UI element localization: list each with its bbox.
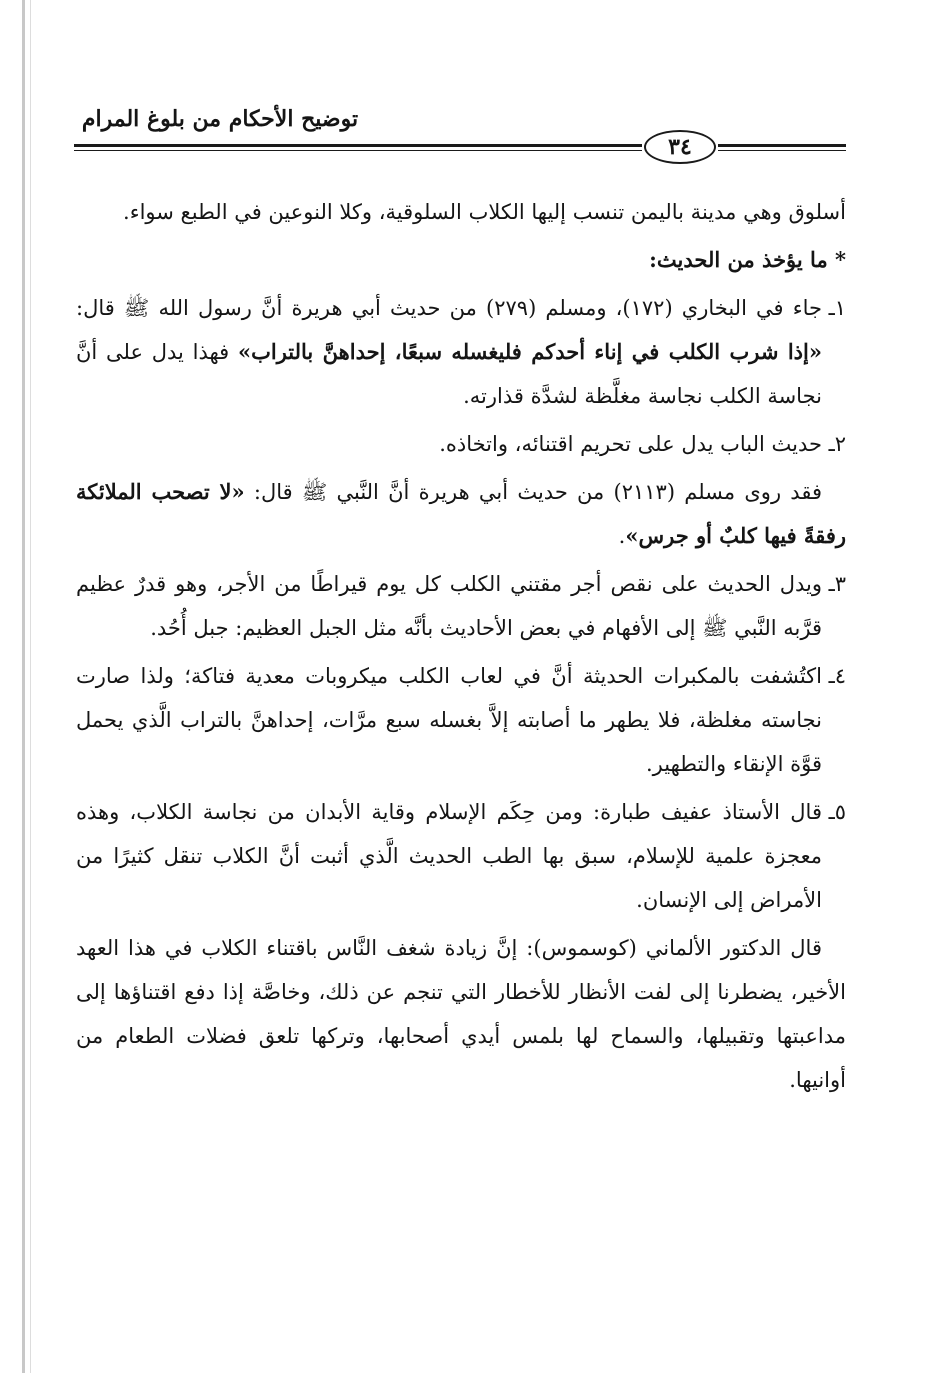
item-text-continued: فهذا يدل على أنَّ نجاسة الكلب نجاسة مغلَّظة لشدَّة قذارته. (76, 340, 822, 408)
header-rule-left (74, 144, 642, 151)
item-number: ٥ـ (828, 800, 846, 824)
paragraph-text: فقد روى مسلم (٢١١٣) من حديث أبي هريرة أنَّ النَّبي ﷺ قال: (244, 480, 822, 504)
scan-edge-shadow (22, 0, 25, 1373)
muslim-hadith-paragraph (76, 470, 846, 558)
section-heading: * ما يؤخذ من الحديث: (649, 247, 846, 272)
item-number: ٣ـ (828, 572, 846, 596)
item-text: ويدل الحديث على نقص أجر مقتني الكلب كل يوم قيراطًا من الأجر، وهو قدرٌ عظيم قرَّبه النَّبي ﷺ إلى الأفهام في بعض الأحاديث بأنَّه مثل الجبل العظيم: جبل أُحُد. (76, 572, 822, 640)
list-item-2 (76, 422, 846, 466)
intro-paragraph: أسلوق وهي مدينة باليمن تنسب إليها الكلاب السلوقية، وكلا النوعين في الطبع سواء. (123, 200, 846, 224)
closing-paragraph: قال الدكتور الألماني (كوسموس): إنَّ زيادة شغف النَّاس باقتناء الكلاب في هذا العهد الأخير، يضطرنا إلى لفت الأنظار للأخطار التي تنجم عن ذلك، وخاصَّة إذا دفع اقتناؤها إلى مداعبتها وتقبيلها، والسماح لها بلمس أيدي أصحابها، وتركها تلعق فضلات الطعام من أوانيها. (76, 936, 846, 1092)
hadith-quote: «لا تصحب الملائكة رفقةً فيها كلبٌ أو جرس» (76, 479, 846, 548)
list-item-4 (76, 654, 846, 786)
hadith-quote: «إذا شرب الكلب في إناء أحدكم فليغسله سبعًا، إحداهنَّ بالتراب» (237, 339, 822, 364)
list-item-3 (76, 562, 846, 650)
list-item-5 (76, 790, 846, 922)
item-text: قال الأستاذ عفيف طبارة: ومن حِكَم الإسلام وقاية الأبدان من نجاسة الكلاب، وهذه معجزة علمية للإسلام، سبق بها الطب الحديث الَّذي أثبت أنَّ الكلاب تنقل كثيرًا من الأمراض إلى الإنسان. (76, 800, 822, 912)
item-number: ١ـ (828, 296, 846, 320)
item-number: ٢ـ (828, 432, 846, 456)
page-number: ٣٤ (644, 130, 716, 164)
item-number: ٤ـ (828, 664, 846, 688)
page-body (76, 190, 846, 1106)
header-rule-right (718, 144, 846, 151)
running-header-title: توضيح الأحكام من بلوغ المرام (81, 106, 359, 132)
scan-edge-line (30, 0, 31, 1373)
list-item-1 (76, 286, 846, 418)
item-text: حديث الباب يدل على تحريم اقتنائه، واتخاذه. (439, 432, 822, 456)
item-text: اكتُشفت بالمكبرات الحديثة أنَّ في لعاب الكلب ميكروبات معدية فتاكة؛ ولذا صارت نجاسته مغلظة، فلا يطهر ما أصابته إلاَّ بغسله سبع مرَّات، إحداهنَّ بالتراب الَّذي يحمل قوَّة الإنقاء والتطهير. (76, 664, 822, 776)
paragraph-text-end: . (618, 524, 626, 548)
item-text: جاء في البخاري (١٧٢)، ومسلم (٢٧٩) من حديث أبي هريرة أنَّ رسول الله ﷺ قال: (76, 296, 822, 320)
